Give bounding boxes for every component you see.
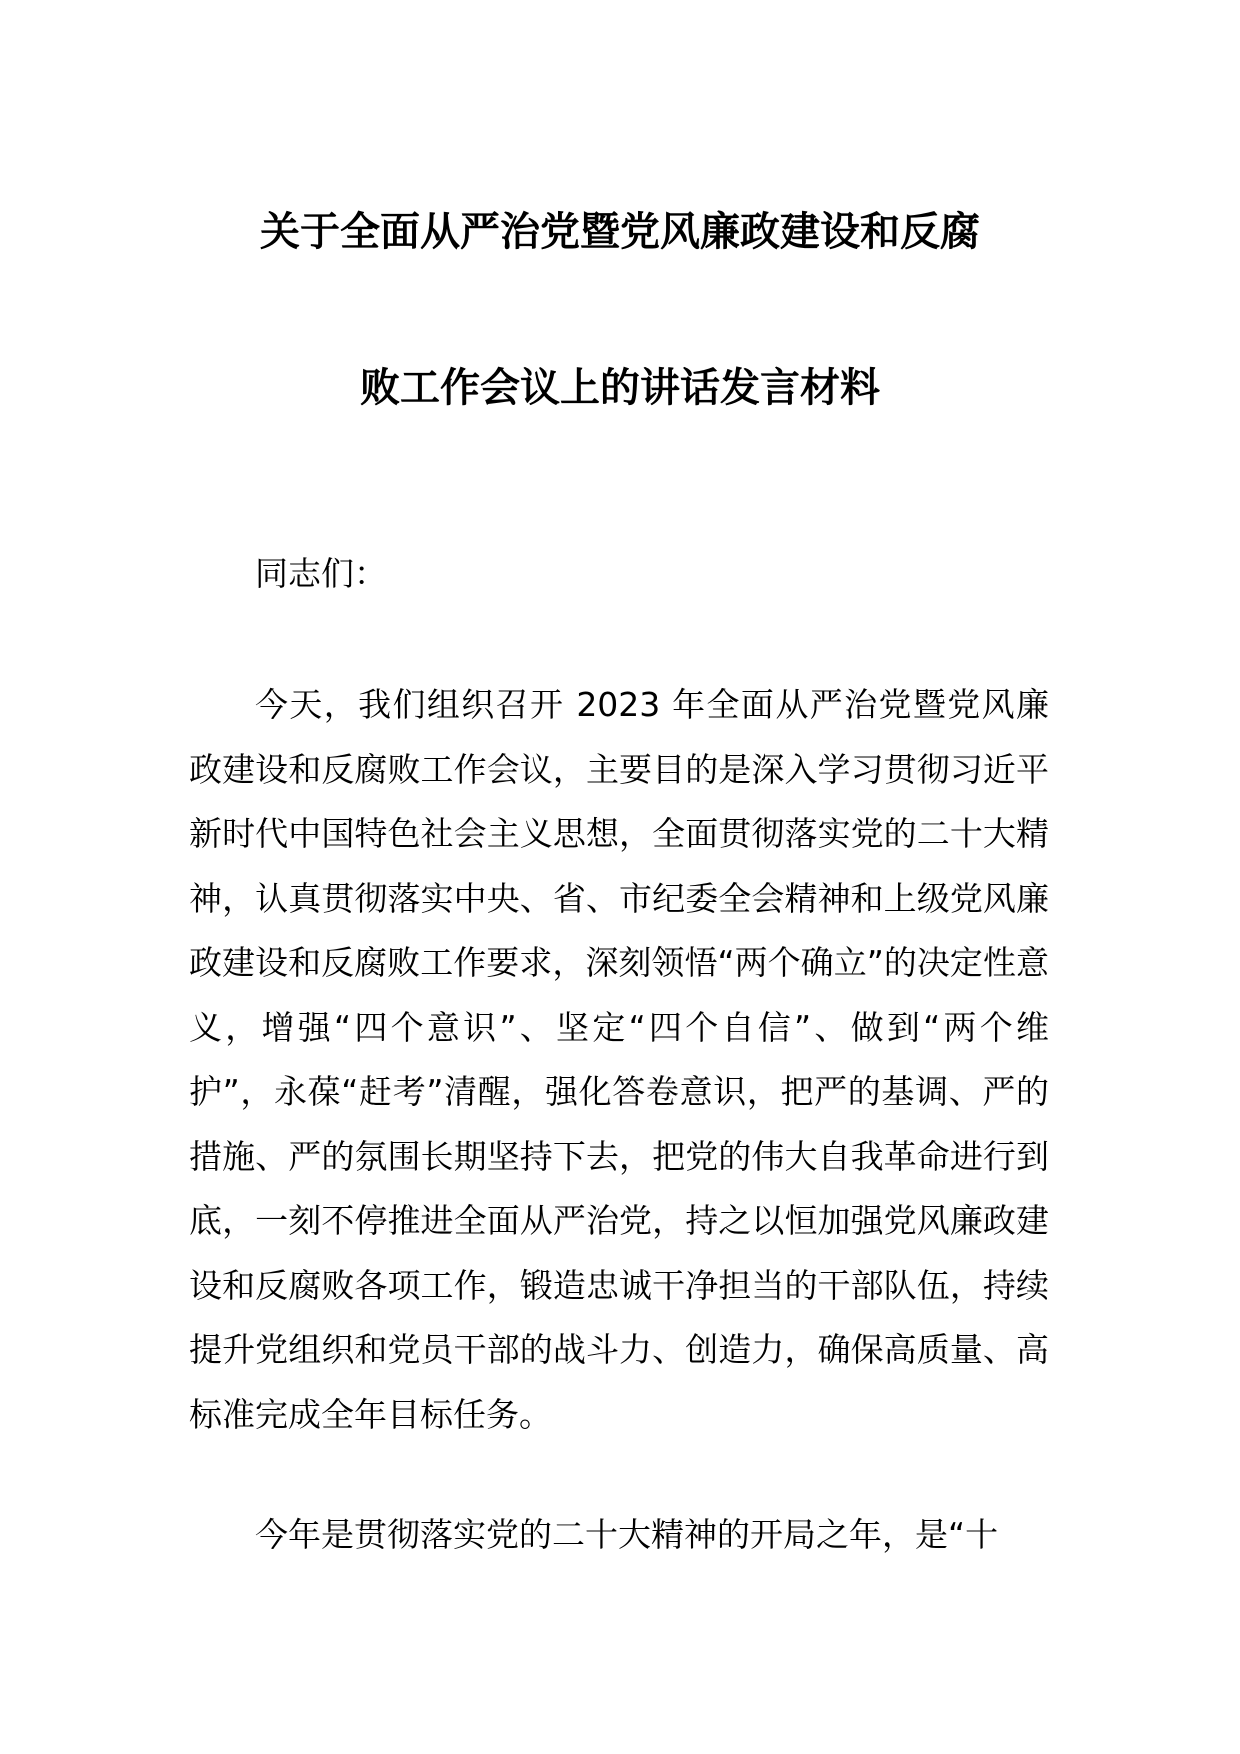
document-title-line-2: 败工作会议上的讲话发言材料: [360, 365, 880, 411]
salutation: 同志们：: [255, 554, 387, 593]
body-paragraph-1: 今天，我们组织召开 2023 年全面从严治党暨党风廉政建设和反腐败工作会议，主要目的是深入学习贯彻习近平新时代中国特色社会主义思想，全面贯彻落实党的二十大精神，认真贯彻落实中央、省、市纪委全会精神和上级党风廉政建设和反腐败工作要求，深刻领悟“两个确立”的决定性意义，增强“四个意识”、坚定“四个自信”、做到“两个维护”，永葆“赶考”清醒，强化答卷意识，把严的基调、严的措施、严的氛围长期坚持下去，把党的伟大自我革命进行到底，一刻不停推进全面从严治党，持之以恒加强党风廉政建设和反腐败各项工作，锻造忠诚干净担当的干部队伍，持续提升党组织和党员干部的战斗力、创造力，确保高质量、高标准完成全年目标任务。: [189, 685, 1049, 1434]
document-title-line-1: 关于全面从严治党暨党风廉政建设和反腐: [260, 209, 980, 255]
body-paragraph-2: 今年是贯彻落实党的二十大精神的开局之年，是“十: [255, 1515, 999, 1554]
